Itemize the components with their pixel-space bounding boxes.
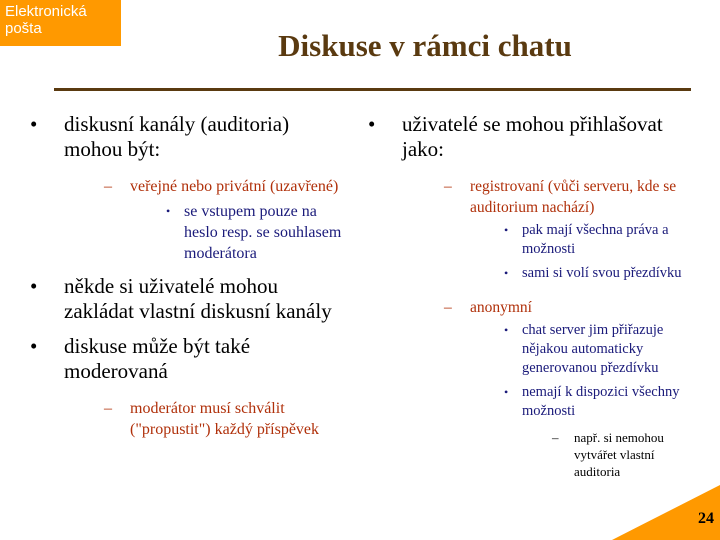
bullet-marker: • <box>30 112 38 136</box>
dash-marker: – <box>444 178 452 195</box>
right-column <box>368 112 698 490</box>
bullet-marker: • <box>166 204 171 218</box>
page-number: 24 <box>698 510 714 527</box>
bullet-marker: • <box>30 274 38 298</box>
sub-sub-item <box>166 201 350 264</box>
dash-marker: – <box>552 430 559 445</box>
section-label-line1: Elektronická <box>5 3 87 20</box>
bullet-text: diskuse může být také moderovaná <box>64 334 251 383</box>
bullet-item <box>368 112 698 480</box>
bullet-marker: • <box>504 323 509 337</box>
bullet-item <box>30 334 350 440</box>
sub-item <box>104 398 350 440</box>
sub-sub-item-text: nemají k dispozici všechny možnosti <box>522 384 680 419</box>
sub-sub-item <box>504 264 698 283</box>
bullet-item <box>30 274 350 324</box>
title-divider <box>54 88 691 91</box>
bullet-marker: • <box>30 334 38 358</box>
sub-sub-item-text: se vstupem pouze na heslo resp. se souhlasem moderátora <box>184 203 342 262</box>
sub-sub-item <box>504 321 698 378</box>
bullet-text: někde si uživatelé mohou zakládat vlastní diskusní kanály <box>64 274 332 323</box>
section-label <box>0 0 121 46</box>
sub-item <box>444 176 698 283</box>
left-column <box>30 112 350 450</box>
sub-item-text: registrovaní (vůči serveru, kde se auditorium nachází) <box>470 178 677 216</box>
sub-item <box>104 176 350 264</box>
bullet-marker: • <box>504 385 509 399</box>
sub-item <box>444 297 698 480</box>
sub-sub-item-text: chat server jim přiřazuje nějakou automaticky generovanou přezdívku <box>522 322 664 376</box>
dash-marker: – <box>444 299 452 316</box>
sub-item-text: moderátor musí schválit ("propustit") každý příspěvek <box>130 400 320 438</box>
bullet-item <box>30 112 350 264</box>
slide-title: Diskuse v rámci chatu <box>278 28 572 63</box>
bullet-marker: • <box>368 112 376 136</box>
bullet-text: diskusní kanály (auditoria) mohou být: <box>64 112 290 161</box>
sub-item-text: anonymní <box>470 299 532 316</box>
bullet-marker: • <box>504 266 509 280</box>
bullet-text: uživatelé se mohou přihlašovat jako: <box>402 112 663 161</box>
bullet-marker: • <box>504 223 509 237</box>
sub-sub-item-text: pak mají všechna práva a možnosti <box>522 222 669 257</box>
section-label-line2: pošta <box>5 20 42 37</box>
dash-marker: – <box>104 178 112 195</box>
dash-marker: – <box>104 400 112 417</box>
sub-sub-item-text: sami si volí svou přezdívku <box>522 265 682 281</box>
sub-item-text: veřejné nebo privátní (uzavřené) <box>130 178 339 195</box>
sub-sub-item <box>504 383 698 480</box>
sub-sub-item <box>504 221 698 259</box>
detail-item <box>552 429 698 480</box>
detail-item-text: např. si nemohou vytvářet vlastní auditoria <box>574 430 664 479</box>
